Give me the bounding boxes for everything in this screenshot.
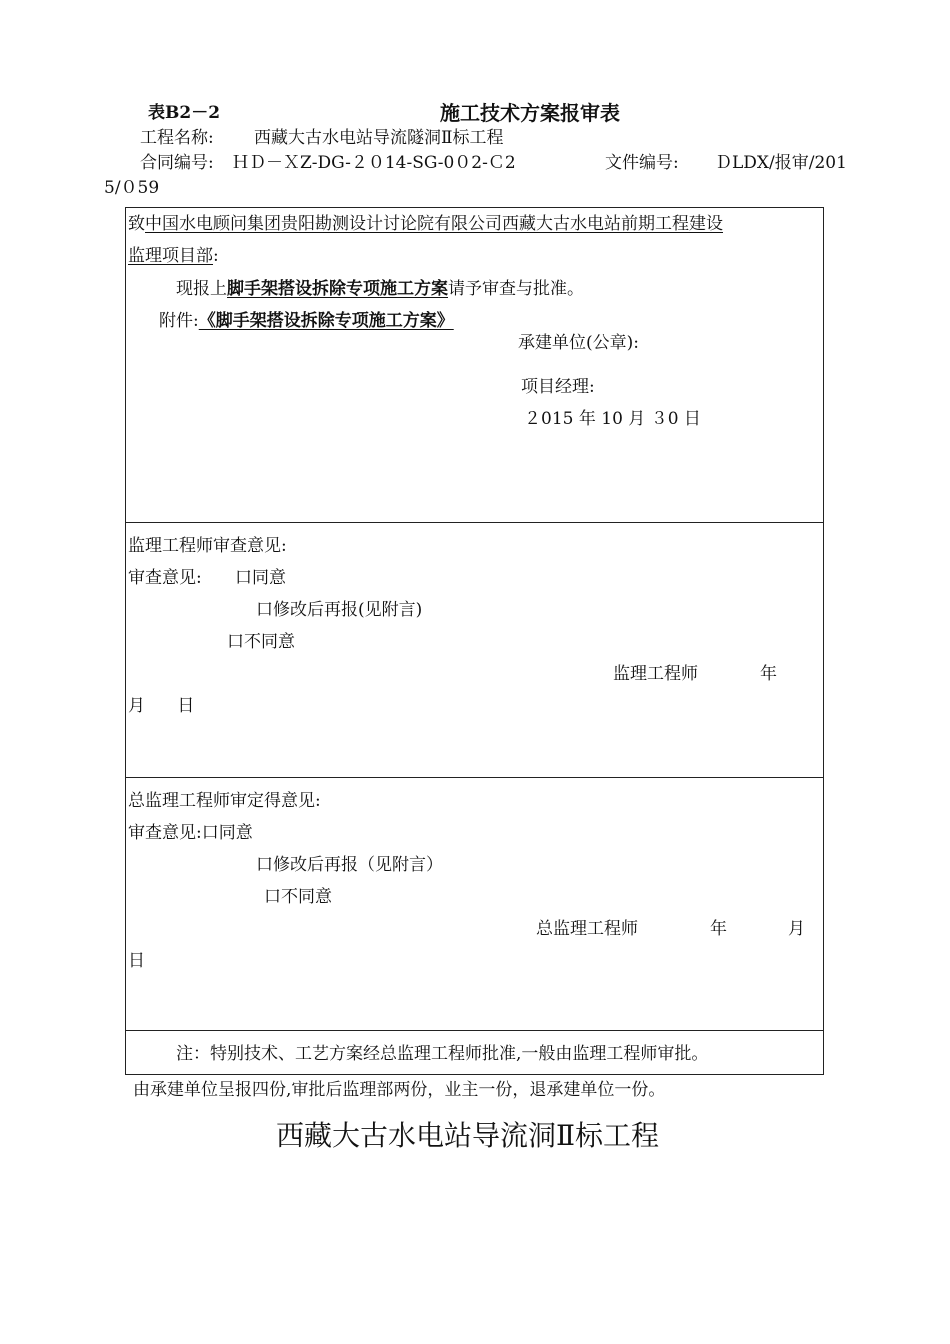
section-divider-1 xyxy=(125,522,824,523)
engineer-month-day: 月 日 xyxy=(128,696,195,716)
report-subject: 脚手架搭设拆除专项施工方案 xyxy=(227,279,448,299)
attachment-title: 《脚手架搭设拆除专项施工方案》 xyxy=(198,311,454,331)
engineer-review-heading: 监理工程师审查意见: xyxy=(128,536,287,556)
chief-year: 年 xyxy=(710,919,727,939)
report-suffix: 请予审查与批准。 xyxy=(448,279,584,299)
addressee-prefix: 致 xyxy=(128,214,145,234)
engineer-year: 年 xyxy=(760,664,777,684)
chief-signer: 总监理工程师 xyxy=(536,919,638,939)
contract-no: ＨＤ－ＸZ-DG-２０14-SG-0０2-Ｃ2 xyxy=(232,153,516,173)
project-name: 西藏大古水电站导流隧洞Ⅱ标工程 xyxy=(254,128,504,148)
chief-option-revise: 口修改后再报（见附言） xyxy=(256,855,443,875)
attachment-line xyxy=(159,313,454,330)
addressee-dept: 监理项目部 xyxy=(128,246,213,266)
approval-note: 注：特别技术、工艺方案经总监理工程师批准,一般由监理工程师审批。 xyxy=(176,1044,709,1064)
contract-no-label: 合同编号: xyxy=(140,153,214,173)
project-manager-label: 项目经理: xyxy=(521,377,595,397)
chief-option-agree: 口同意 xyxy=(201,823,253,843)
project-name-label: 工程名称: xyxy=(140,128,214,148)
form-code: 表B2－2 xyxy=(148,103,221,123)
addressee-line1 xyxy=(128,216,723,233)
addressee-line2 xyxy=(128,248,219,265)
report-line xyxy=(176,281,584,298)
footer-project-title: 西藏大古水电站导流洞Ⅱ标工程 xyxy=(276,1119,660,1152)
chief-opinion-line xyxy=(128,825,253,842)
chief-review-heading: 总监理工程师审定得意见: xyxy=(128,791,321,811)
chief-month: 月 xyxy=(788,919,805,939)
chief-opinion-label: 审查意见: xyxy=(128,823,202,843)
file-no: ＤLDX/报审/201 xyxy=(715,153,847,173)
distribution-note: 由承建单位呈报四份,审批后监理部两份，业主一份，退承建单位一份。 xyxy=(133,1080,666,1100)
file-no-continued: 5/０59 xyxy=(104,178,160,198)
engineer-option-revise: 口修改后再报(见附言) xyxy=(256,600,423,620)
addressee-org: 中国水电顾问集团贵阳勘测设计讨论院有限公司西藏大古水电站前期工程建设 xyxy=(145,214,723,234)
engineer-opinion-label: 审查意见: xyxy=(128,568,202,588)
chief-day: 日 xyxy=(128,951,145,971)
engineer-option-disagree: 口不同意 xyxy=(227,632,295,652)
form-title: 施工技术方案报审表 xyxy=(440,101,620,125)
engineer-option-agree: 口同意 xyxy=(235,568,286,588)
attachment-label: 附件: xyxy=(159,311,199,331)
chief-option-disagree: 口不同意 xyxy=(264,887,332,907)
file-no-label: 文件编号: xyxy=(605,153,679,173)
contractor-seal-label: 承建单位(公章): xyxy=(518,333,639,353)
report-prefix: 现报上 xyxy=(176,279,227,299)
engineer-signer: 监理工程师 xyxy=(613,664,698,684)
submit-date: ２015 年 10 月 ３0 日 xyxy=(524,409,701,429)
section-divider-3 xyxy=(125,1030,824,1031)
addressee-colon: : xyxy=(213,246,219,266)
section-divider-2 xyxy=(125,777,824,778)
